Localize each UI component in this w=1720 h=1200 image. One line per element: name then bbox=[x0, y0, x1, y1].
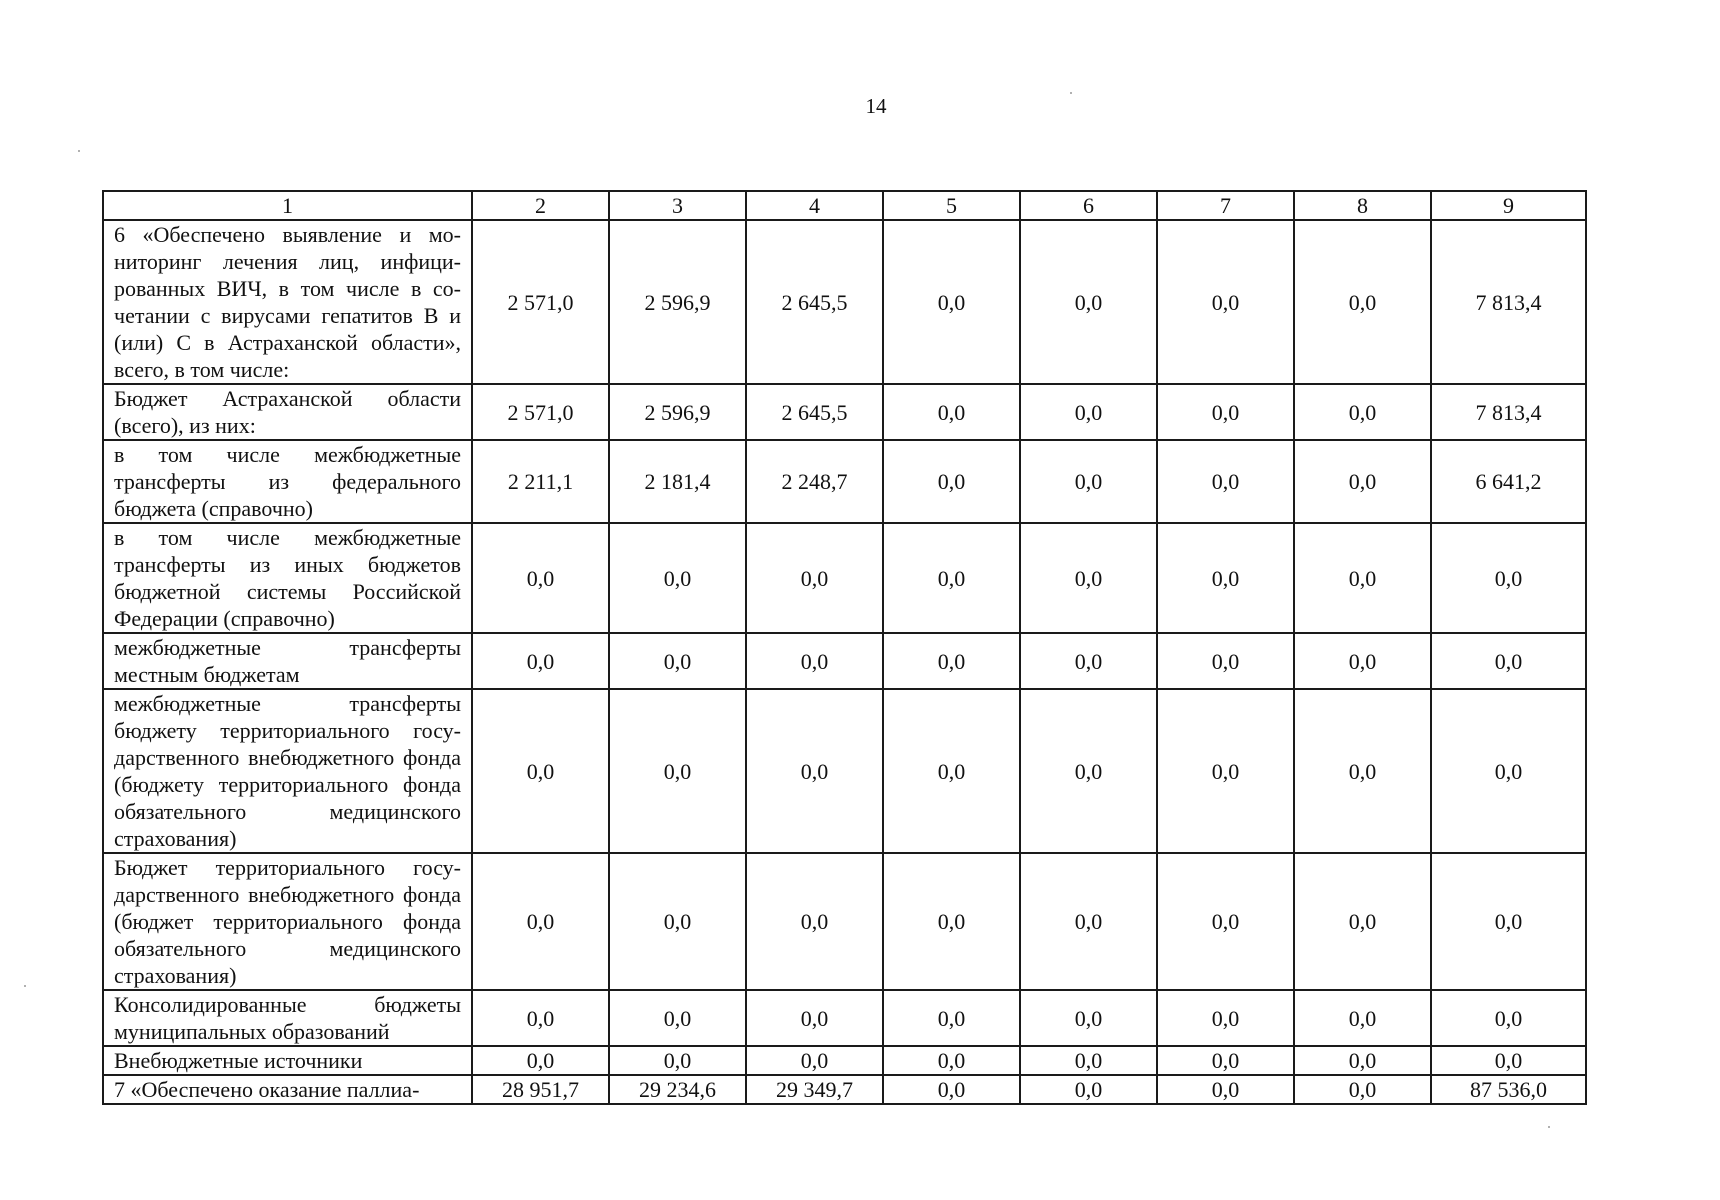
table-row bbox=[103, 384, 1586, 440]
table-cell: 0,0 bbox=[1294, 853, 1431, 990]
header-row bbox=[103, 191, 1586, 220]
table-cell: 0,0 bbox=[883, 853, 1020, 990]
table-cell: 0,0 bbox=[1020, 633, 1157, 689]
table-cell: 0,0 bbox=[1157, 1046, 1294, 1075]
table-row bbox=[103, 990, 1586, 1046]
table-cell: 0,0 bbox=[1020, 440, 1157, 523]
table-cell: 0,0 bbox=[472, 689, 609, 853]
table-cell: 0,0 bbox=[1157, 633, 1294, 689]
table-row bbox=[103, 1046, 1586, 1075]
table-cell: 2 248,7 bbox=[746, 440, 883, 523]
column-header: 9 bbox=[1431, 191, 1586, 220]
table-cell: 0,0 bbox=[609, 523, 746, 633]
table-cell: 0,0 bbox=[746, 633, 883, 689]
budget-table bbox=[102, 190, 1587, 1105]
table-row bbox=[103, 633, 1586, 689]
table-cell: 0,0 bbox=[1020, 1075, 1157, 1104]
row-label: межбюджетные трансферты бюджету территориального государственного внебюджетного фонда (бюджету территориального фонда обязательного медицинского страхования) bbox=[103, 689, 472, 853]
table-cell: 0,0 bbox=[1431, 633, 1586, 689]
table-cell: 0,0 bbox=[472, 523, 609, 633]
table-cell: 0,0 bbox=[1431, 990, 1586, 1046]
table-cell: 0,0 bbox=[609, 1046, 746, 1075]
table-row bbox=[103, 523, 1586, 633]
table-cell: 0,0 bbox=[1020, 990, 1157, 1046]
table-cell: 0,0 bbox=[1020, 853, 1157, 990]
table-cell: 2 645,5 bbox=[746, 384, 883, 440]
table-cell: 0,0 bbox=[1431, 689, 1586, 853]
table-cell: 0,0 bbox=[883, 990, 1020, 1046]
row-label: Внебюджетные источники bbox=[103, 1046, 472, 1075]
table-cell: 0,0 bbox=[1020, 523, 1157, 633]
column-header: 4 bbox=[746, 191, 883, 220]
table-cell: 0,0 bbox=[1431, 853, 1586, 990]
table-cell: 0,0 bbox=[1157, 853, 1294, 990]
table-cell: 0,0 bbox=[1431, 523, 1586, 633]
row-label: Бюджет Астраханской области (всего), из них: bbox=[103, 384, 472, 440]
table-cell: 0,0 bbox=[472, 990, 609, 1046]
row-label: Бюджет территориального государственного внебюджетного фонда (бюджет территориального фонда обязательного медицинского страхования) bbox=[103, 853, 472, 990]
table-cell: 0,0 bbox=[1294, 689, 1431, 853]
table-cell: 0,0 bbox=[1294, 440, 1431, 523]
table-cell: 0,0 bbox=[883, 220, 1020, 384]
table-cell: 0,0 bbox=[609, 633, 746, 689]
table-cell: 0,0 bbox=[1294, 990, 1431, 1046]
table-cell: 0,0 bbox=[1294, 1046, 1431, 1075]
table-cell: 87 536,0 bbox=[1431, 1075, 1586, 1104]
table-cell: 0,0 bbox=[746, 523, 883, 633]
table-row bbox=[103, 689, 1586, 853]
table-cell: 0,0 bbox=[746, 689, 883, 853]
table-cell: 0,0 bbox=[609, 689, 746, 853]
table-cell: 6 641,2 bbox=[1431, 440, 1586, 523]
column-header: 5 bbox=[883, 191, 1020, 220]
row-label: в том числе межбюджетные трансферты из федерального бюджета (справочно) bbox=[103, 440, 472, 523]
table-cell: 0,0 bbox=[1157, 384, 1294, 440]
table-cell: 0,0 bbox=[883, 440, 1020, 523]
table-row bbox=[103, 853, 1586, 990]
table-cell: 0,0 bbox=[883, 633, 1020, 689]
table-cell: 2 596,9 bbox=[609, 220, 746, 384]
table-cell: 0,0 bbox=[472, 1046, 609, 1075]
table-cell: 0,0 bbox=[1020, 384, 1157, 440]
scan-speck bbox=[1548, 1126, 1550, 1128]
table-cell: 0,0 bbox=[746, 990, 883, 1046]
column-header: 6 bbox=[1020, 191, 1157, 220]
table-cell: 0,0 bbox=[883, 689, 1020, 853]
table-cell: 0,0 bbox=[1431, 1046, 1586, 1075]
table-cell: 0,0 bbox=[1157, 523, 1294, 633]
table-cell: 0,0 bbox=[609, 990, 746, 1046]
table-cell: 0,0 bbox=[1157, 1075, 1294, 1104]
column-header: 7 bbox=[1157, 191, 1294, 220]
table-cell: 28 951,7 bbox=[472, 1075, 609, 1104]
table-cell: 2 211,1 bbox=[472, 440, 609, 523]
table-cell: 0,0 bbox=[1157, 990, 1294, 1046]
row-label: межбюджетные трансферты местным бюджетам bbox=[103, 633, 472, 689]
table-row bbox=[103, 1075, 1586, 1104]
table-cell: 0,0 bbox=[472, 853, 609, 990]
table-cell: 2 645,5 bbox=[746, 220, 883, 384]
table-cell: 2 181,4 bbox=[609, 440, 746, 523]
table-cell: 0,0 bbox=[1294, 523, 1431, 633]
table-cell: 0,0 bbox=[746, 1046, 883, 1075]
table-cell: 0,0 bbox=[883, 1075, 1020, 1104]
column-header: 8 bbox=[1294, 191, 1431, 220]
scan-speck bbox=[1070, 92, 1072, 94]
table-cell: 0,0 bbox=[472, 633, 609, 689]
row-label: Консолидированные бюджеты муниципальных образований bbox=[103, 990, 472, 1046]
table-cell: 0,0 bbox=[883, 523, 1020, 633]
table-cell: 0,0 bbox=[1294, 384, 1431, 440]
table-cell: 0,0 bbox=[1294, 1075, 1431, 1104]
row-label: 7 «Обеспечено оказание паллиа- bbox=[103, 1075, 472, 1104]
table-cell: 7 813,4 bbox=[1431, 384, 1586, 440]
table-cell: 0,0 bbox=[1294, 633, 1431, 689]
table-cell: 2 571,0 bbox=[472, 220, 609, 384]
table-row bbox=[103, 440, 1586, 523]
table-cell: 0,0 bbox=[1294, 220, 1431, 384]
row-label: 6 «Обеспечено выявление и мониторинг лечения лиц, инфицированных ВИЧ, в том числе в сочетании с вирусами гепатитов В и (или) С в Астраханской области», всего, в том числе: bbox=[103, 220, 472, 384]
table-cell: 0,0 bbox=[746, 853, 883, 990]
table-cell: 0,0 bbox=[1020, 220, 1157, 384]
table-cell: 2 596,9 bbox=[609, 384, 746, 440]
column-header: 2 bbox=[472, 191, 609, 220]
table-cell: 0,0 bbox=[883, 1046, 1020, 1075]
table-cell: 0,0 bbox=[1157, 440, 1294, 523]
page-number: 14 bbox=[865, 94, 887, 118]
table-cell: 0,0 bbox=[883, 384, 1020, 440]
table-cell: 0,0 bbox=[1020, 689, 1157, 853]
column-header: 1 bbox=[103, 191, 472, 220]
table-cell: 29 349,7 bbox=[746, 1075, 883, 1104]
table-cell: 2 571,0 bbox=[472, 384, 609, 440]
table-cell: 29 234,6 bbox=[609, 1075, 746, 1104]
row-label: в том числе межбюджетные трансферты из иных бюджетов бюджетной системы Российской Федерации (справочно) bbox=[103, 523, 472, 633]
table-cell: 0,0 bbox=[1020, 1046, 1157, 1075]
table-row bbox=[103, 220, 1586, 384]
table-cell: 0,0 bbox=[1157, 689, 1294, 853]
column-header: 3 bbox=[609, 191, 746, 220]
table-cell: 0,0 bbox=[1157, 220, 1294, 384]
table-cell: 0,0 bbox=[609, 853, 746, 990]
scan-speck bbox=[78, 150, 80, 152]
table-cell: 7 813,4 bbox=[1431, 220, 1586, 384]
scan-speck bbox=[24, 985, 26, 987]
